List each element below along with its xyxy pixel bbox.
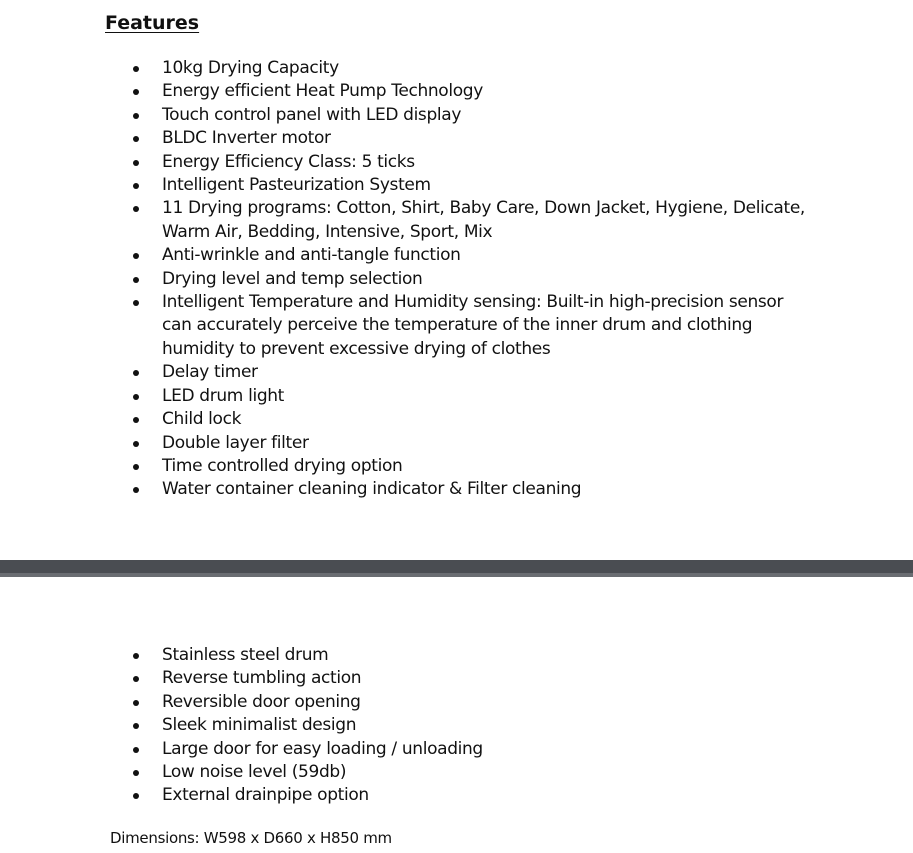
list-item xyxy=(0,478,913,501)
bullet-icon xyxy=(133,793,139,799)
list-item xyxy=(0,197,913,244)
list-item-text: Large door for easy loading / unloading xyxy=(162,738,483,759)
list-item-text: Intelligent Temperature and Humidity sensing: Built-in high-precision sensor can accurately perceive the temperature of the inner drum and clothing humidity to prevent excessive drying of clothes xyxy=(162,292,784,359)
bullet-icon xyxy=(133,89,139,95)
dimensions-text: Dimensions: W598 x D660 x H850 mm xyxy=(110,829,392,847)
list-item xyxy=(0,408,913,431)
bullet-icon xyxy=(133,66,139,72)
list-item xyxy=(0,432,913,455)
list-item xyxy=(0,691,913,714)
list-item-text: External drainpipe option xyxy=(162,785,369,806)
list-item xyxy=(0,784,913,807)
bullet-icon xyxy=(133,464,139,470)
list-item xyxy=(0,57,913,80)
list-item-text: Delay timer xyxy=(162,362,258,383)
bullet-icon xyxy=(133,277,139,283)
list-item xyxy=(0,104,913,127)
list-item-text: Water container cleaning indicator & Filter cleaning xyxy=(162,479,582,500)
list-item xyxy=(0,738,913,761)
bullet-icon xyxy=(133,370,139,376)
list-item xyxy=(0,644,913,667)
bullet-icon xyxy=(133,441,139,447)
extra-features-list xyxy=(0,644,913,808)
list-item-text: Child lock xyxy=(162,409,242,430)
list-item xyxy=(0,80,913,103)
list-item xyxy=(0,761,913,784)
list-item-text: BLDC Inverter motor xyxy=(162,128,331,149)
list-item-text: Double layer filter xyxy=(162,432,309,453)
list-item xyxy=(0,455,913,478)
list-item-text: Intelligent Pasteurization System xyxy=(162,175,431,196)
list-item xyxy=(0,151,913,174)
list-item-text: LED drum light xyxy=(162,385,285,406)
list-item-text: Time controlled drying option xyxy=(162,455,403,476)
bullet-icon xyxy=(133,113,139,119)
bullet-icon xyxy=(133,700,139,706)
list-item-text: Stainless steel drum xyxy=(162,645,329,665)
features-list xyxy=(0,57,913,502)
bullet-icon xyxy=(133,770,139,776)
list-item-text: Drying level and temp selection xyxy=(162,268,423,289)
bullet-icon xyxy=(133,300,139,306)
list-item xyxy=(0,385,913,408)
list-item xyxy=(0,127,913,150)
list-item xyxy=(0,361,913,384)
list-item-text: Touch control panel with LED display xyxy=(162,104,462,125)
bullet-icon xyxy=(133,747,139,753)
list-item-text: Energy Efficiency Class: 5 ticks xyxy=(162,151,415,172)
list-item-text: Reversible door opening xyxy=(162,691,361,712)
features-heading: Features xyxy=(105,12,200,34)
list-item xyxy=(0,244,913,267)
bullet-icon xyxy=(133,487,139,493)
bullet-icon xyxy=(133,723,139,729)
bullet-icon xyxy=(133,394,139,400)
bullet-icon xyxy=(133,653,139,659)
list-item-text: Low noise level (59db) xyxy=(162,762,347,783)
bullet-icon xyxy=(133,676,139,682)
bullet-icon xyxy=(133,183,139,189)
list-item-text: 10kg Drying Capacity xyxy=(162,58,339,78)
list-item-text: Reverse tumbling action xyxy=(162,668,362,689)
list-item xyxy=(0,667,913,690)
list-item xyxy=(0,291,913,361)
list-item-text: 11 Drying programs: Cotton, Shirt, Baby Care, Down Jacket, Hygiene, Delicate, Warm Air, Bedding, Intensive, Sport, Mix xyxy=(162,198,805,242)
list-item xyxy=(0,268,913,291)
bullet-icon xyxy=(133,160,139,166)
list-item-text: Energy efficient Heat Pump Technology xyxy=(162,81,483,102)
page-divider xyxy=(0,560,913,577)
list-item xyxy=(0,714,913,737)
bullet-icon xyxy=(133,136,139,142)
bullet-icon xyxy=(133,417,139,423)
list-item xyxy=(0,174,913,197)
list-item-text: Sleek minimalist design xyxy=(162,715,357,736)
bullet-icon xyxy=(133,253,139,259)
bullet-icon xyxy=(133,206,139,212)
list-item-text: Anti-wrinkle and anti-tangle function xyxy=(162,245,461,266)
